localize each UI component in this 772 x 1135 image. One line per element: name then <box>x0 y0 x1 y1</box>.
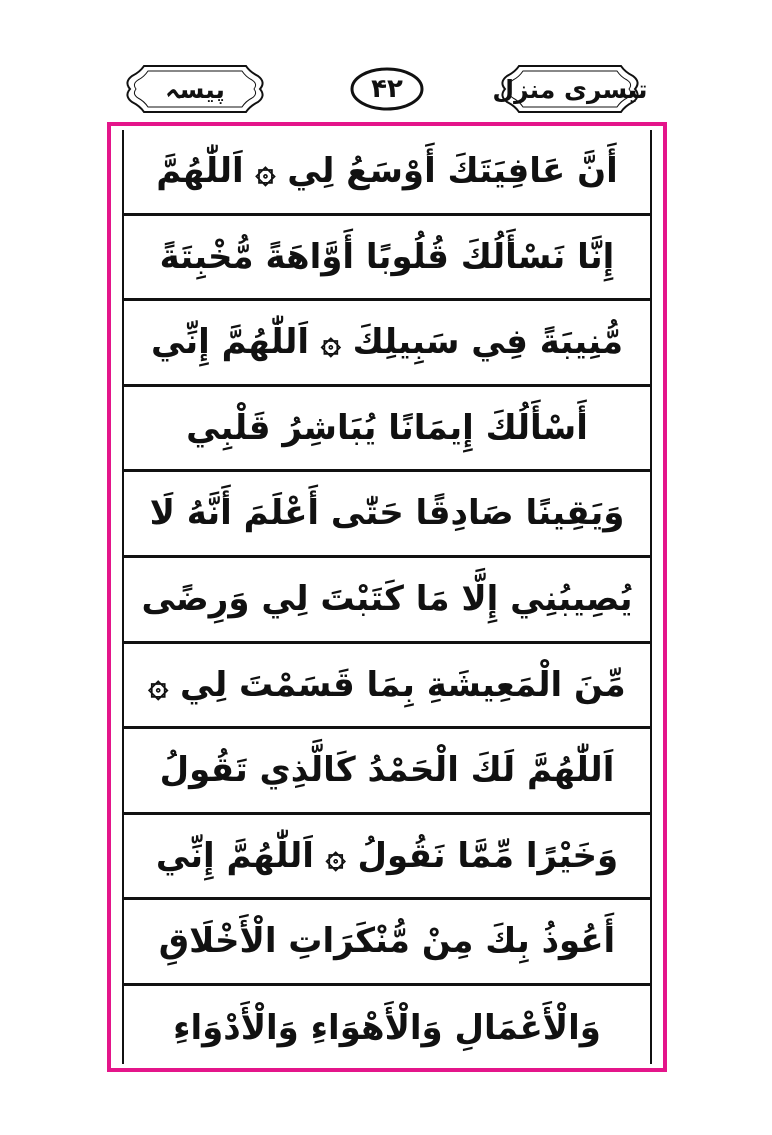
text-line <box>124 815 650 901</box>
text-frame <box>107 122 667 1072</box>
right-header-cartouche <box>492 62 648 116</box>
page-number: ۴۲ <box>371 74 403 104</box>
text-line <box>124 472 650 558</box>
text-line <box>124 130 650 216</box>
line-text: أَعُوذُ بِكَ مِنْ مُّنْكَرَاتِ الْأَخْلَاقِ <box>158 921 616 962</box>
line-text: وَخَيْرًا مِّمَّا نَقُولُ ۞ اَللّٰهُمَّ إِنِّي <box>155 835 619 876</box>
text-line <box>124 900 650 986</box>
text-line <box>124 216 650 302</box>
text-line <box>124 301 650 387</box>
line-text: أَسْأَلُكَ إِيمَانًا يُبَاشِرُ قَلْبِي <box>186 407 588 448</box>
left-header-cartouche <box>120 62 270 116</box>
line-text: وَالْأَعْمَالِ وَالْأَهْوَاءِ وَالْأَدْوَاءِ <box>173 1008 601 1049</box>
page-number-badge <box>349 66 425 112</box>
text-line <box>124 644 650 730</box>
text-line <box>124 387 650 473</box>
line-text: يُصِيبُنِي إِلَّا مَا كَتَبْتَ لِي وَرِضًى <box>141 579 633 620</box>
line-text: مِّنَ الْمَعِيشَةِ بِمَا قَسَمْتَ لِي ۞ <box>148 664 626 705</box>
text-line <box>124 729 650 815</box>
text-line <box>124 986 650 1072</box>
text-lines <box>124 130 650 1064</box>
inner-text-frame <box>122 130 652 1064</box>
line-text: مُّنِيبَةً فِي سَبِيلِكَ ۞ اَللّٰهُمَّ إِنِّي <box>150 322 624 363</box>
page-header <box>0 0 772 125</box>
section-name: پیسہ <box>165 74 225 104</box>
line-text: أَنَّ عَافِيَتَكَ أَوْسَعُ لِي ۞ اَللّٰهُمَّ <box>156 151 618 192</box>
line-text: اَللّٰهُمَّ لَكَ الْحَمْدُ كَالَّذِي تَقُولُ <box>159 750 615 791</box>
text-line <box>124 558 650 644</box>
manzil-label: تیسری منزل <box>492 74 648 104</box>
line-text: إِنَّا نَسْأَلُكَ قُلُوبًا أَوَّاهَةً مُّخْبِتَةً <box>159 236 615 277</box>
line-text: وَيَقِينًا صَادِقًا حَتّٰى أَعْلَمَ أَنَّهُ لَا <box>149 493 625 534</box>
